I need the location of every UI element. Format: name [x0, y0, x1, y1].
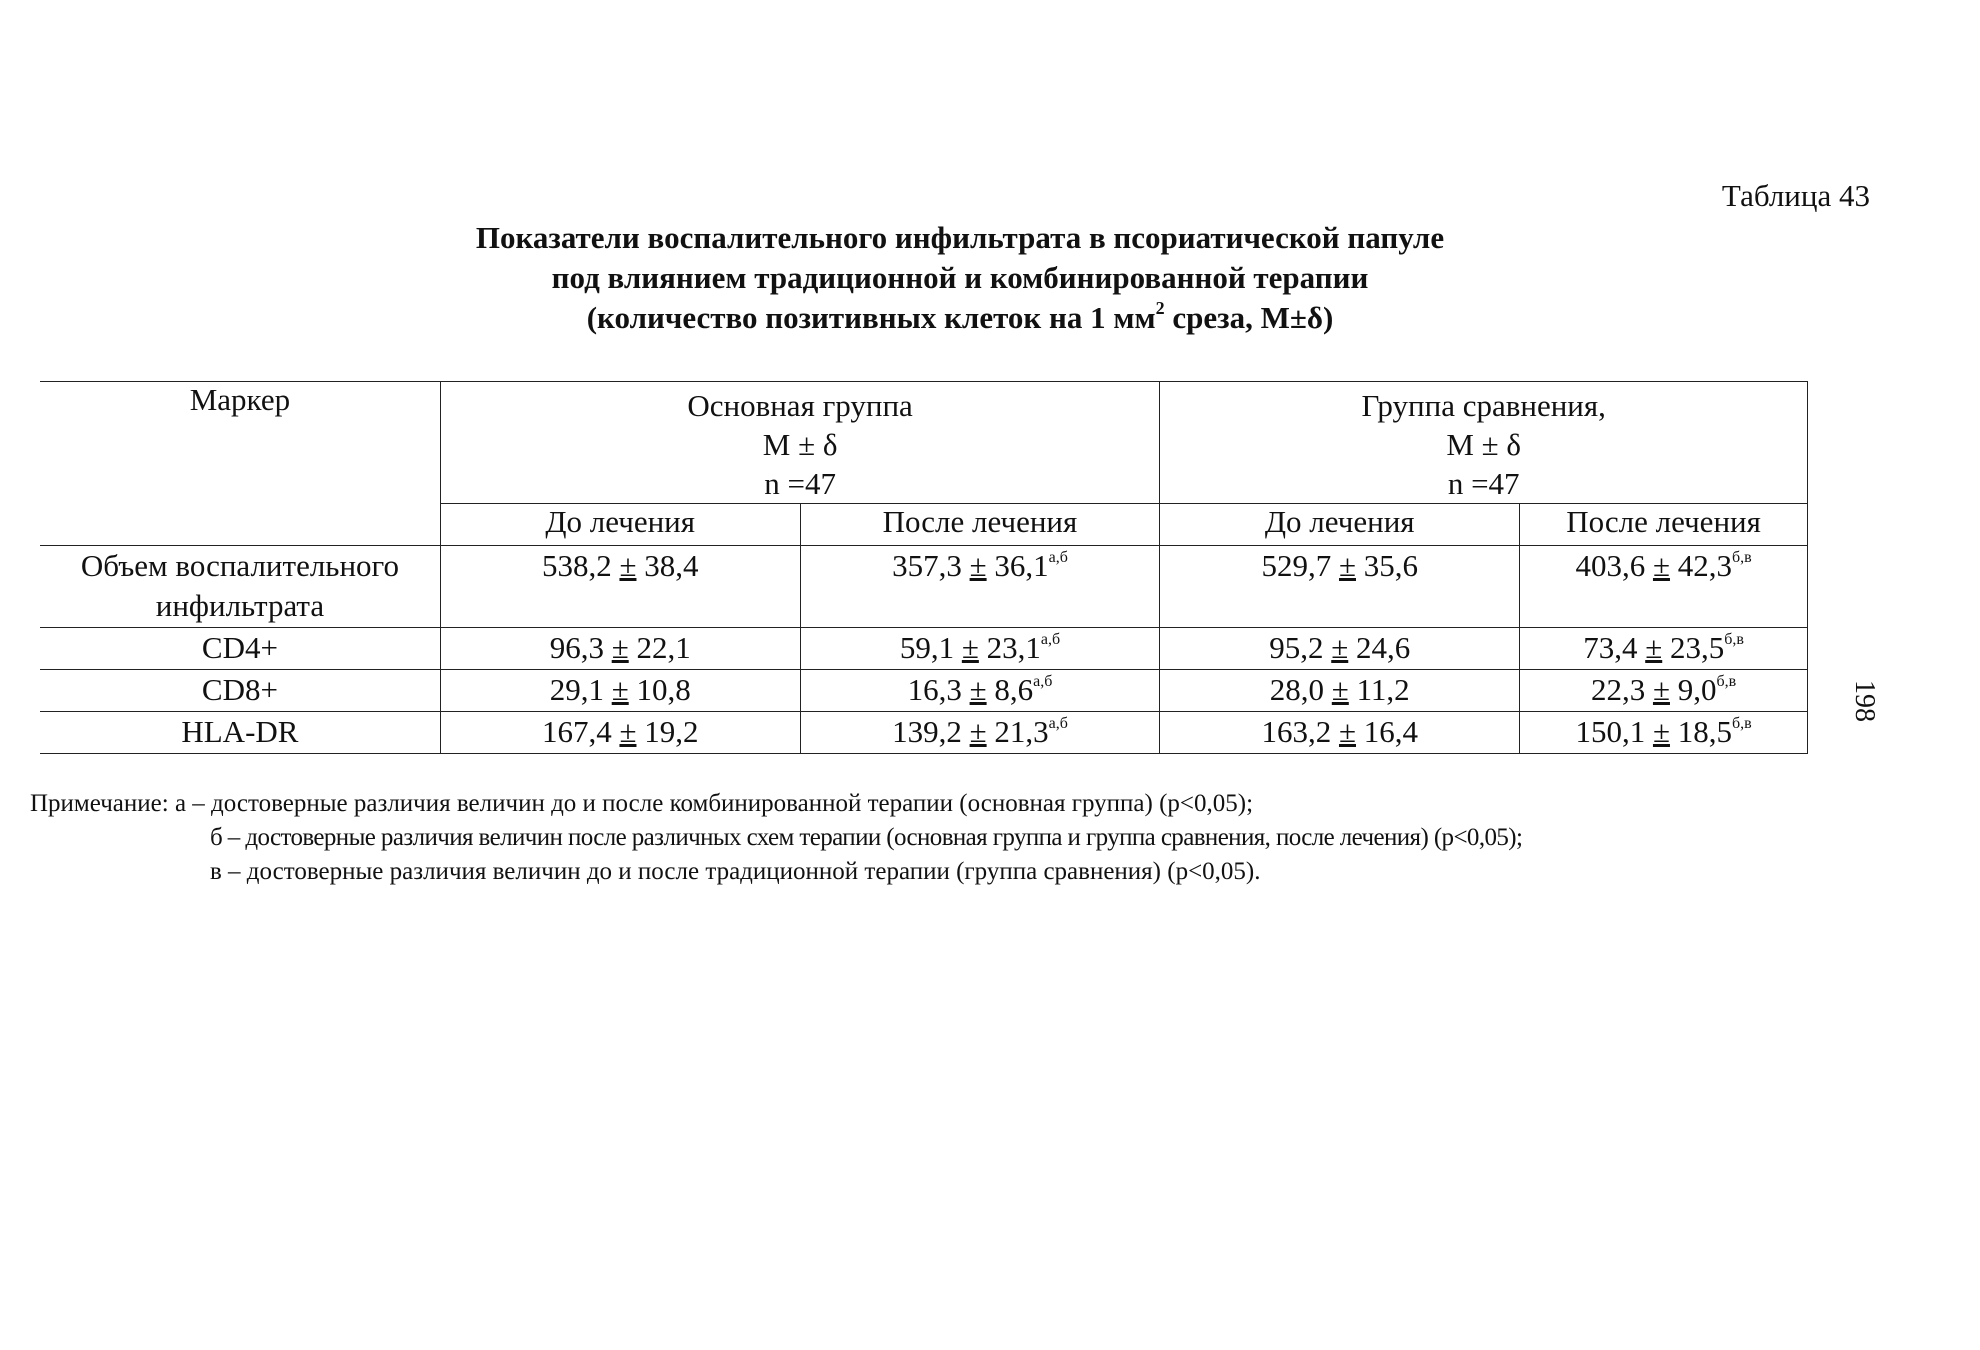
value-cell: $139,2 \pm 21,3^{а,б}$ — [800, 712, 1160, 754]
value-cell: 96,3 ± 22,1 — [440, 628, 800, 670]
value-cell: $403,6 \pm 42,3^{б,в}$ — [1520, 546, 1808, 628]
significance-mark: а,б — [1040, 631, 1061, 648]
significance-mark: б,в — [1731, 715, 1752, 732]
value-cell: $150,1 \pm 18,5^{б,в}$ — [1520, 712, 1808, 754]
significance-mark: а,б — [1048, 715, 1068, 732]
table-row — [40, 670, 1808, 712]
results-table — [40, 381, 1808, 754]
significance-mark: а,б — [1048, 549, 1068, 566]
subheader-before-comparison: До лечения — [1160, 504, 1520, 546]
value-cell: $16,3 \pm 8,6^{а,б}$ — [800, 670, 1160, 712]
value-cell: $22,3 \pm 9,0^{б,в}$ — [1520, 670, 1808, 712]
note-a: Примечание: а – достоверные различия величин до и после комбинированной терапии (основная группа) (p<0,05); — [30, 790, 1254, 817]
value-cell: 167,4 ± 19,2 — [440, 712, 800, 754]
marker-cell: HLA-DR — [40, 712, 440, 754]
table-notes — [30, 787, 1900, 889]
marker-cell: CD4+ — [40, 628, 440, 670]
value-cell: 28,0 ± 11,2 — [1160, 670, 1520, 712]
note-c: в – достоверные различия величин до и после традиционной терапии (группа сравнения) (p<0,05). — [210, 858, 1261, 885]
comparison-group-stat: M ± δ — [1446, 427, 1522, 462]
main-group-header: Основная группа M ± δ n =47 — [440, 382, 1160, 504]
marker-header: Маркер — [40, 382, 440, 546]
note-b: б – достоверные различия величин после различных схем терапии (основная группа и группа сравнения, после лечения) (p<0,05); — [210, 824, 1523, 851]
title-line-3: (количество позитивных клеток на 1 $мм^2$ среза, М±δ) — [586, 298, 1334, 335]
table-row — [40, 628, 1808, 670]
subheader-before-main: До лечения — [440, 504, 800, 546]
value-cell: $73,4 \pm 23,5^{б,в}$ — [1520, 628, 1808, 670]
page-number: 198 — [1849, 680, 1880, 722]
value-cell: 529,7 ± 35,6 — [1160, 546, 1520, 628]
significance-mark: а,б — [1033, 673, 1053, 690]
significance-mark: б,в — [1724, 631, 1744, 648]
value-cell: 538,2 ± 38,4 — [440, 546, 800, 628]
table-row — [40, 712, 1808, 754]
significance-mark: б,в — [1716, 673, 1737, 690]
table-row — [40, 546, 1808, 628]
marker-cell: Объем воспалительного инфильтрата — [40, 546, 440, 628]
comparison-group-header: Группа сравнения, M ± δ n =47 — [1160, 382, 1808, 504]
subheader-after-comparison: После лечения — [1520, 504, 1808, 546]
value-cell: 95,2 ± 24,6 — [1160, 628, 1520, 670]
value-cell: 29,1 ± 10,8 — [440, 670, 800, 712]
value-cell: $357,3 \pm 36,1^{а,б}$ — [800, 546, 1160, 628]
value-cell: 163,2 ± 16,4 — [1160, 712, 1520, 754]
main-group-n: n =47 — [764, 466, 836, 501]
title-line-1: Показатели воспалительного инфильтрата в псориатической папуле — [475, 220, 1445, 255]
main-group-stat: M ± δ — [762, 427, 838, 462]
table-title — [280, 218, 1640, 338]
subheader-after-main: После лечения — [800, 504, 1160, 546]
significance-mark: б,в — [1731, 549, 1752, 566]
title-line-2: под влиянием традиционной и комбинированной терапии — [551, 260, 1369, 295]
table-number-label: Таблица 43 — [1721, 178, 1870, 213]
comparison-group-n: n =47 — [1447, 466, 1520, 501]
marker-cell: CD8+ — [40, 670, 440, 712]
value-cell: $59,1 \pm 23,1^{а,б}$ — [800, 628, 1160, 670]
